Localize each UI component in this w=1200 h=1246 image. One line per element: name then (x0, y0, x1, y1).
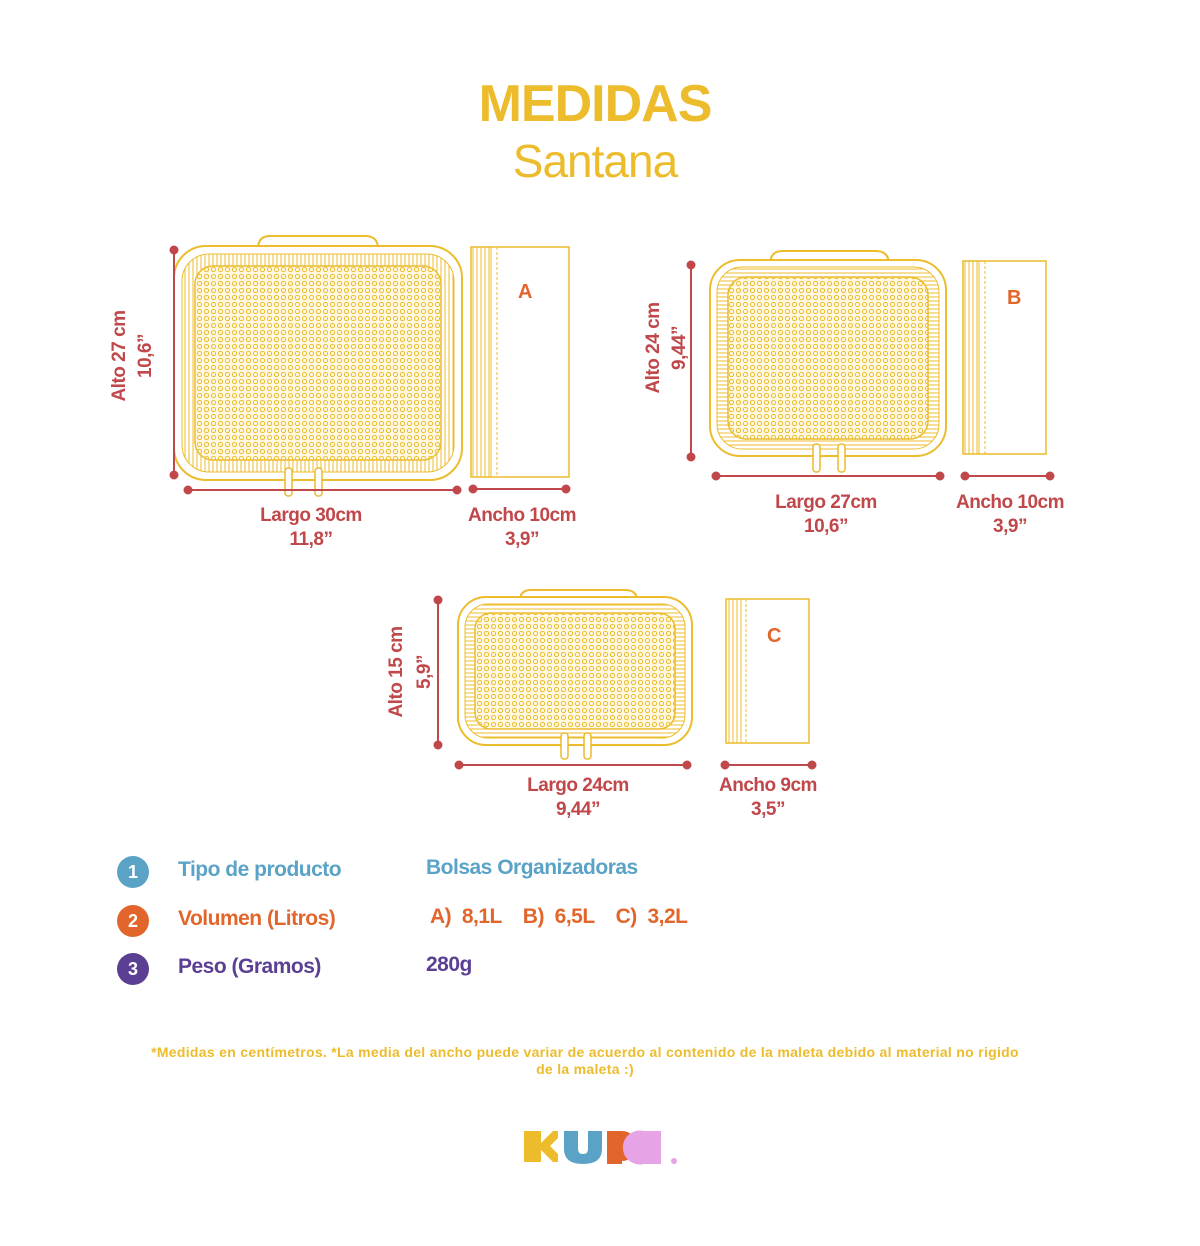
bag-b-height-label: Alto 24 cm (643, 302, 664, 394)
spec-row-weight (0, 953, 1200, 987)
spec-badge: 3 (117, 953, 149, 985)
page-title: MEDIDAS (478, 75, 712, 133)
bag-c-height-label: Alto 15 cm (386, 626, 407, 718)
logo-letter-a (623, 1131, 661, 1165)
bag-a-height-inches: 10,6” (135, 334, 156, 378)
bag-c-width-label: Ancho 9cm (719, 775, 817, 796)
bag-c-front (458, 590, 692, 759)
logo-letter-k (524, 1131, 558, 1162)
bag-b-front (710, 251, 946, 472)
bag-b-length-inches: 10,6” (804, 516, 848, 537)
bag-a-height-label: Alto 27 cm (109, 310, 130, 402)
spec-row-volume (0, 905, 1200, 939)
spec-badge: 1 (117, 856, 149, 888)
bag-c-width-inches: 3,5” (751, 799, 785, 820)
bag-c-length-inches: 9,44” (556, 799, 600, 820)
logo-dot (671, 1158, 677, 1164)
footnote-line-1: *Medidas en centímetros. *La media del ancho puede variar de acuerdo al contenido de la maleta debido al material no rigido (151, 1044, 1019, 1060)
footnote (80, 1044, 1090, 1078)
bag-c-height-inches: 5,9” (414, 655, 435, 689)
page-subtitle: Santana (512, 135, 678, 187)
kupa-logo (524, 1131, 677, 1165)
bag-b-side (963, 261, 1046, 454)
bag-a-length-inches: 11,8” (289, 529, 333, 550)
bag-b-height-inches: 9,44” (669, 326, 690, 370)
bag-a-letter: A (518, 281, 533, 303)
spec-value: A) 8,1L B) 6,5L C) 3,2L (430, 905, 688, 928)
spec-label: Peso (Gramos) (178, 955, 321, 978)
bag-b-length-label: Largo 27cm (775, 492, 877, 513)
spec-label: Tipo de producto (178, 858, 342, 881)
bag-b-letter: B (1007, 287, 1022, 309)
bag-c-letter: C (767, 625, 782, 647)
bag-a-width-inches: 3,9” (505, 529, 539, 550)
spec-label: Volumen (Litros) (178, 907, 336, 930)
spec-badge: 2 (117, 905, 149, 937)
bag-a-width-label: Ancho 10cm (468, 505, 576, 526)
bag-b-width-inches: 3,9” (993, 516, 1027, 537)
bag-c-length-label: Largo 24cm (527, 775, 629, 796)
logo-letter-u (564, 1131, 602, 1164)
spec-value: 280g (426, 953, 472, 976)
bag-a-length-label: Largo 30cm (260, 505, 362, 526)
bag-b-width-label: Ancho 10cm (956, 492, 1064, 513)
bag-a-front (174, 236, 462, 496)
spec-row-product-type (0, 856, 1200, 890)
bag-c-side (726, 599, 809, 743)
footnote-line-2: de la maleta :) (536, 1061, 634, 1077)
spec-value: Bolsas Organizadoras (426, 856, 638, 879)
